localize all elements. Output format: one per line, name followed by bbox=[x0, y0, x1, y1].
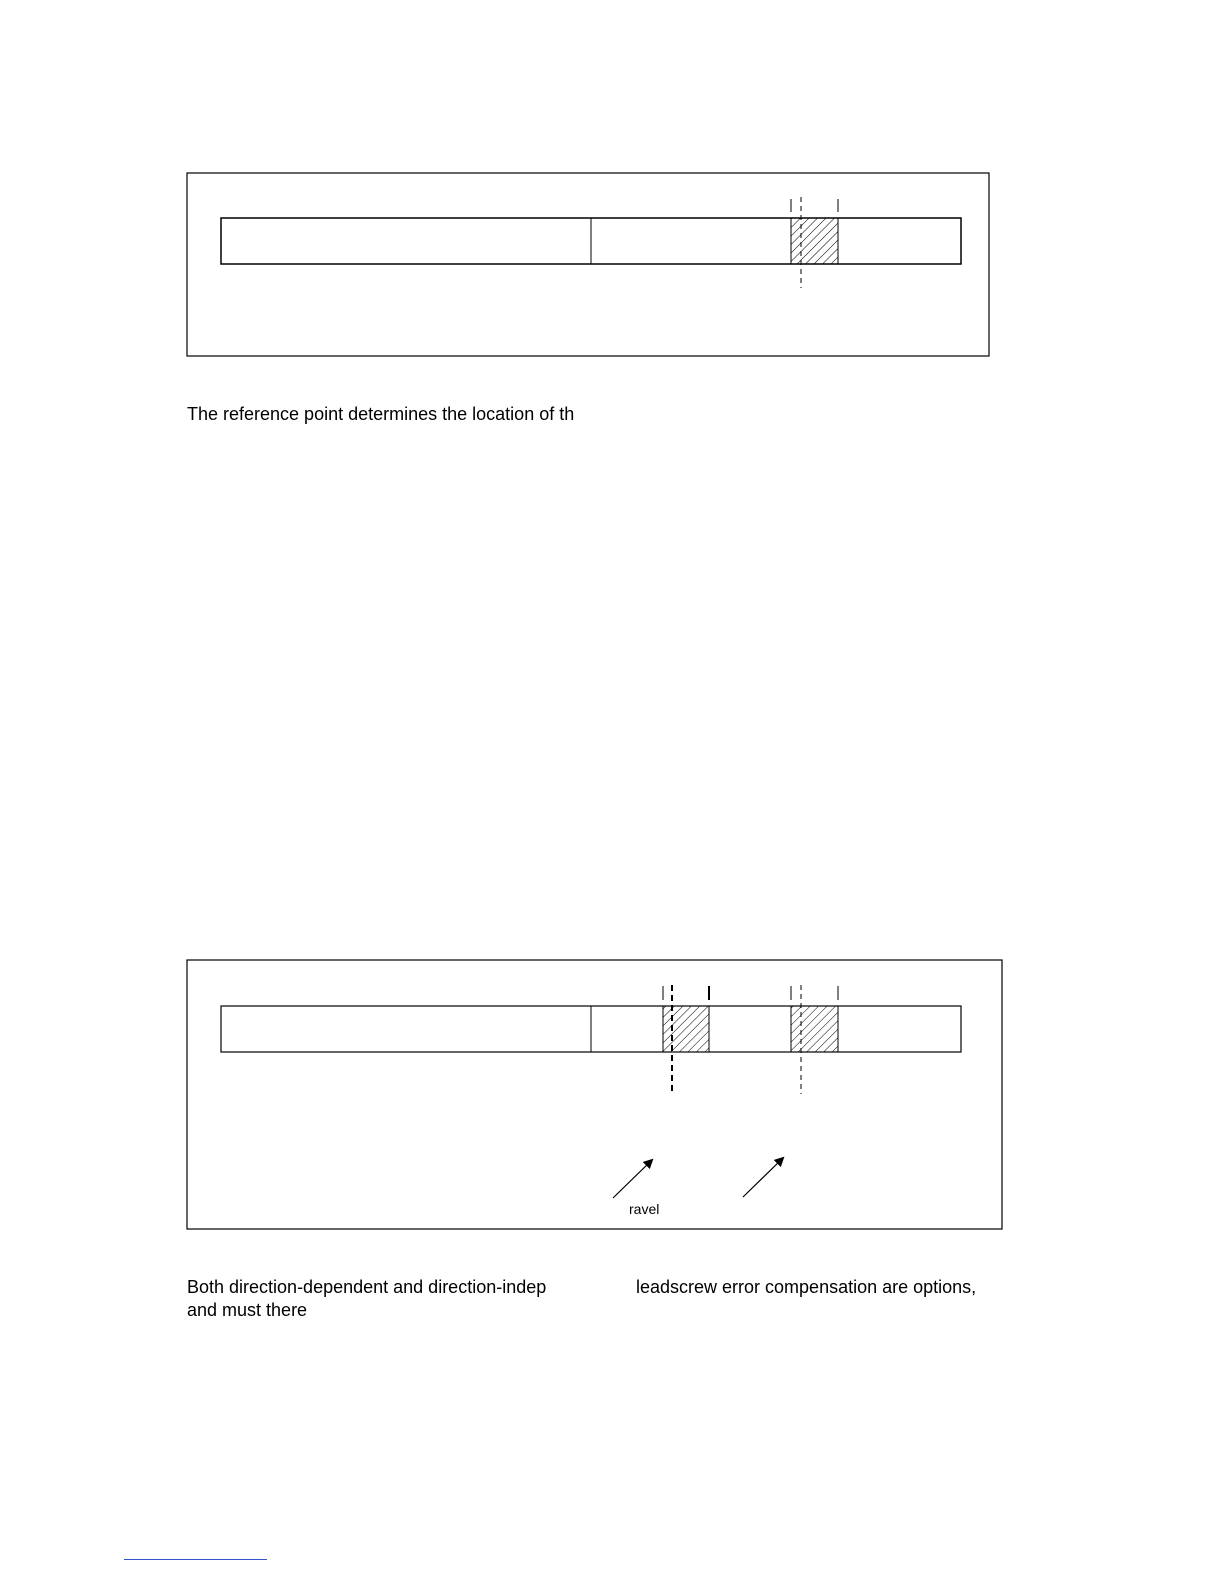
paragraph-2-line2: and must there bbox=[187, 1300, 308, 1320]
paragraph-2-line1-right: leadscrew error compensation are options, bbox=[636, 1277, 977, 1297]
figure-2-frame bbox=[187, 960, 1002, 1229]
arrow-label: ravel bbox=[629, 1201, 660, 1217]
direction-arrow bbox=[613, 1160, 652, 1198]
paragraph-1: The reference point determines the location of th bbox=[187, 404, 575, 424]
footnote-rule bbox=[124, 1559, 267, 1560]
paragraph-2-line1-left: Both direction-dependent and direction-indep bbox=[187, 1277, 547, 1297]
direction-arrow bbox=[743, 1158, 783, 1197]
hatched-zone-negative bbox=[663, 1006, 709, 1052]
hatched-zone-positive bbox=[791, 1006, 838, 1052]
